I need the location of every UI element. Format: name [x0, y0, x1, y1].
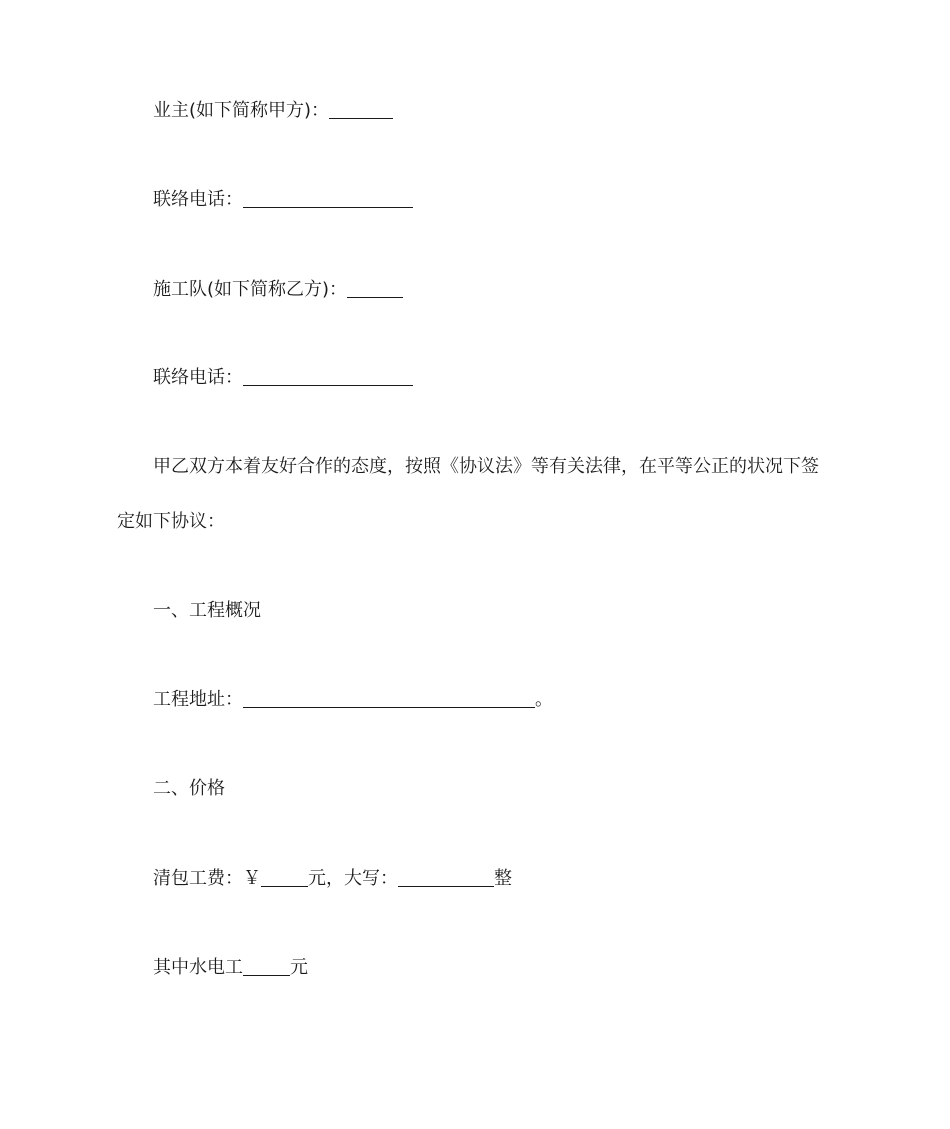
fee-label: 清包工费：￥ — [153, 868, 261, 889]
address-end: 。 — [535, 689, 553, 710]
section1-title: 一、工程概况 — [153, 600, 261, 621]
section2-title: 二、价格 — [153, 778, 225, 799]
owner-phone-line — [153, 188, 413, 212]
fee-words-blank[interactable] — [398, 868, 494, 887]
fee-line — [153, 867, 512, 891]
address-blank[interactable] — [243, 689, 535, 708]
intro-paragraph-line1: 甲乙双方本着友好合作的态度，按照《协议法》等有关法律，在平等公正的状况下签 — [153, 456, 819, 477]
owner-phone-blank[interactable] — [243, 189, 413, 208]
fee-amount-blank[interactable] — [261, 868, 308, 887]
contractor-line — [153, 278, 403, 302]
contractor-label: 施工队(如下简称乙方)： — [153, 279, 348, 300]
address-label: 工程地址： — [153, 689, 243, 710]
contractor-phone-blank[interactable] — [243, 367, 413, 386]
water-elec-blank[interactable] — [243, 957, 290, 976]
water-elec-label: 其中水电工 — [153, 957, 243, 978]
contractor-phone-line — [153, 366, 413, 390]
intro-paragraph-line2: 定如下协议： — [117, 511, 225, 532]
owner-blank[interactable] — [329, 100, 393, 119]
contractor-phone-label: 联络电话： — [153, 367, 243, 388]
owner-phone-label: 联络电话： — [153, 189, 243, 210]
water-elec-line — [153, 956, 308, 980]
fee-end: 整 — [494, 868, 512, 889]
owner-line — [153, 99, 393, 123]
owner-label: 业主(如下简称甲方)： — [153, 100, 330, 121]
water-elec-unit: 元 — [290, 957, 308, 978]
address-line — [153, 688, 553, 712]
contractor-blank[interactable] — [347, 279, 403, 298]
fee-unit: 元，大写： — [308, 868, 398, 889]
